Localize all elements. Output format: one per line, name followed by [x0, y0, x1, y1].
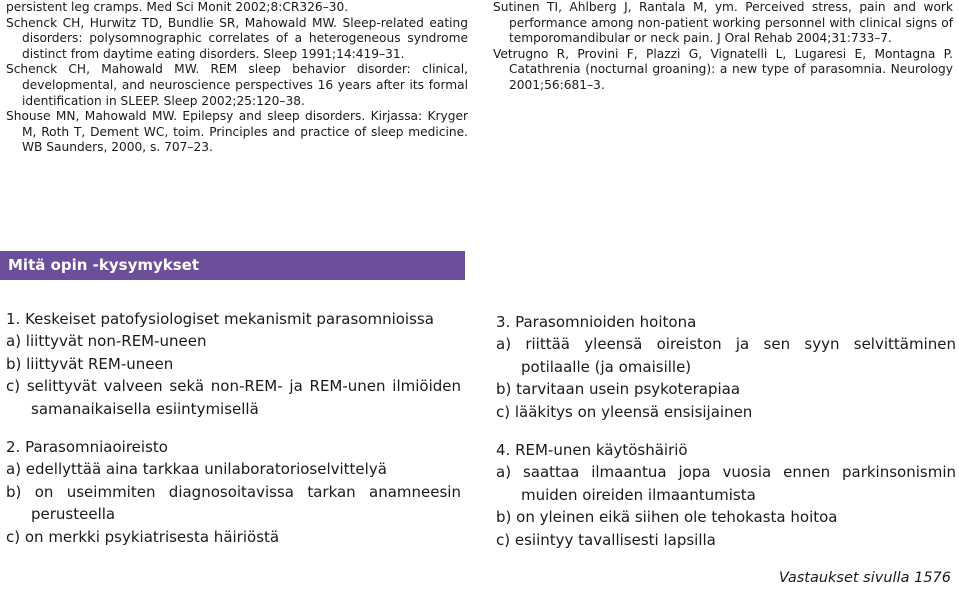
answer-option: c) lääkitys on yleensä ensisijainen: [496, 402, 753, 421]
questions-right-column: [496, 311, 956, 567]
banner-title: Mitä opin -kysymykset: [8, 256, 200, 274]
answer-option: b) liittyvät REM-uneen: [6, 354, 174, 373]
answer-option: b) on yleinen eikä siihen ole tehokasta hoitoa: [496, 508, 838, 527]
question-2: [6, 436, 461, 548]
question-text: Parasomniaoireisto: [25, 438, 168, 457]
question-number: 1.: [6, 310, 21, 328]
question-number: 2.: [6, 438, 21, 457]
question-title: [496, 311, 956, 333]
question-text: Keskeiset patofysiologiset mekanismit parasomnioissa: [25, 310, 434, 328]
answer-option: b) on useimmiten diagnosoitavissa tarkan anamneesin perusteella: [6, 482, 461, 524]
answer-option: a) riittää yleensä oireiston ja sen syyn selvittäminen potilaalle (ja omaisille): [496, 335, 956, 376]
question-1: [6, 308, 461, 420]
reference-item: Shouse MN, Mahowald MW. Epilepsy and sleep disorders. Kirjassa: Kryger M, Roth T, Dement WC, toim. Principles and practice of sleep medicine. WB Saunders, 2000, s. 707–23.: [6, 109, 468, 155]
question-text: REM-unen käytöshäiriö: [515, 441, 688, 460]
section-banner: [0, 251, 465, 280]
reference-item: Schenck CH, Mahowald MW. REM sleep behavior disorder: clinical, developmental, and neuroscience perspectives 16 years after its formal identification in SLEEP. Sleep 2002;25:120–38.: [6, 62, 468, 108]
answer-option: a) liittyvät non-REM-uneen: [6, 332, 207, 351]
answer-option: c) selittyvät valveen sekä non-REM- ja REM-unen ilmiöiden samanaikaisella esiintymisellä: [6, 377, 461, 418]
reference-item: Sutinen TI, Ahlberg J, Rantala M, ym. Perceived stress, pain and work performance among non-patient working personnel with clinical signs of temporomandibular or neck pain. J Oral Rehab 2004;31:733–7.: [493, 0, 953, 46]
question-text: Parasomnioiden hoitona: [515, 313, 697, 331]
question-title: [6, 308, 461, 330]
answers-page-note: Vastaukset sivulla 1576: [778, 570, 951, 586]
question-title: [6, 436, 461, 458]
questions-left-column: [6, 308, 461, 564]
reference-item: Vetrugno R, Provini F, Plazzi G, Vignatelli L, Lugaresi E, Montagna P. Catathrenia (nocturnal groaning): a new type of parasomnia. Neurology 2001;56:681–3.: [493, 46, 953, 92]
question-number: 3.: [496, 313, 511, 331]
answer-option: a) saattaa ilmaantua jopa vuosia ennen parkinsonismin muiden oireiden ilmaantumista: [496, 463, 956, 504]
references-left-column: [6, 0, 468, 156]
question-number: 4.: [496, 441, 511, 460]
question-4: [496, 439, 956, 551]
answer-option: b) tarvitaan usein psykoterapiaa: [496, 380, 741, 399]
reference-item: persistent leg cramps. Med Sci Monit 2002;8:CR326–30.: [6, 0, 349, 14]
answer-option: c) esiintyy tavallisesti lapsilla: [496, 530, 716, 549]
question-title: [496, 439, 956, 461]
question-3: [496, 311, 956, 423]
references-right-column: [493, 0, 953, 94]
answer-option: a) edellyttää aina tarkkaa unilaboratorioselvittelyä: [6, 460, 387, 479]
answer-option: c) on merkki psykiatrisesta häiriöstä: [6, 527, 280, 546]
reference-item: Schenck CH, Hurwitz TD, Bundlie SR, Mahowald MW. Sleep-related eating disorders: polysomnographic correlates of a heterogeneous syndrome distinct from daytime eating disorders. Sleep 1991;14:419–31.: [6, 15, 468, 61]
